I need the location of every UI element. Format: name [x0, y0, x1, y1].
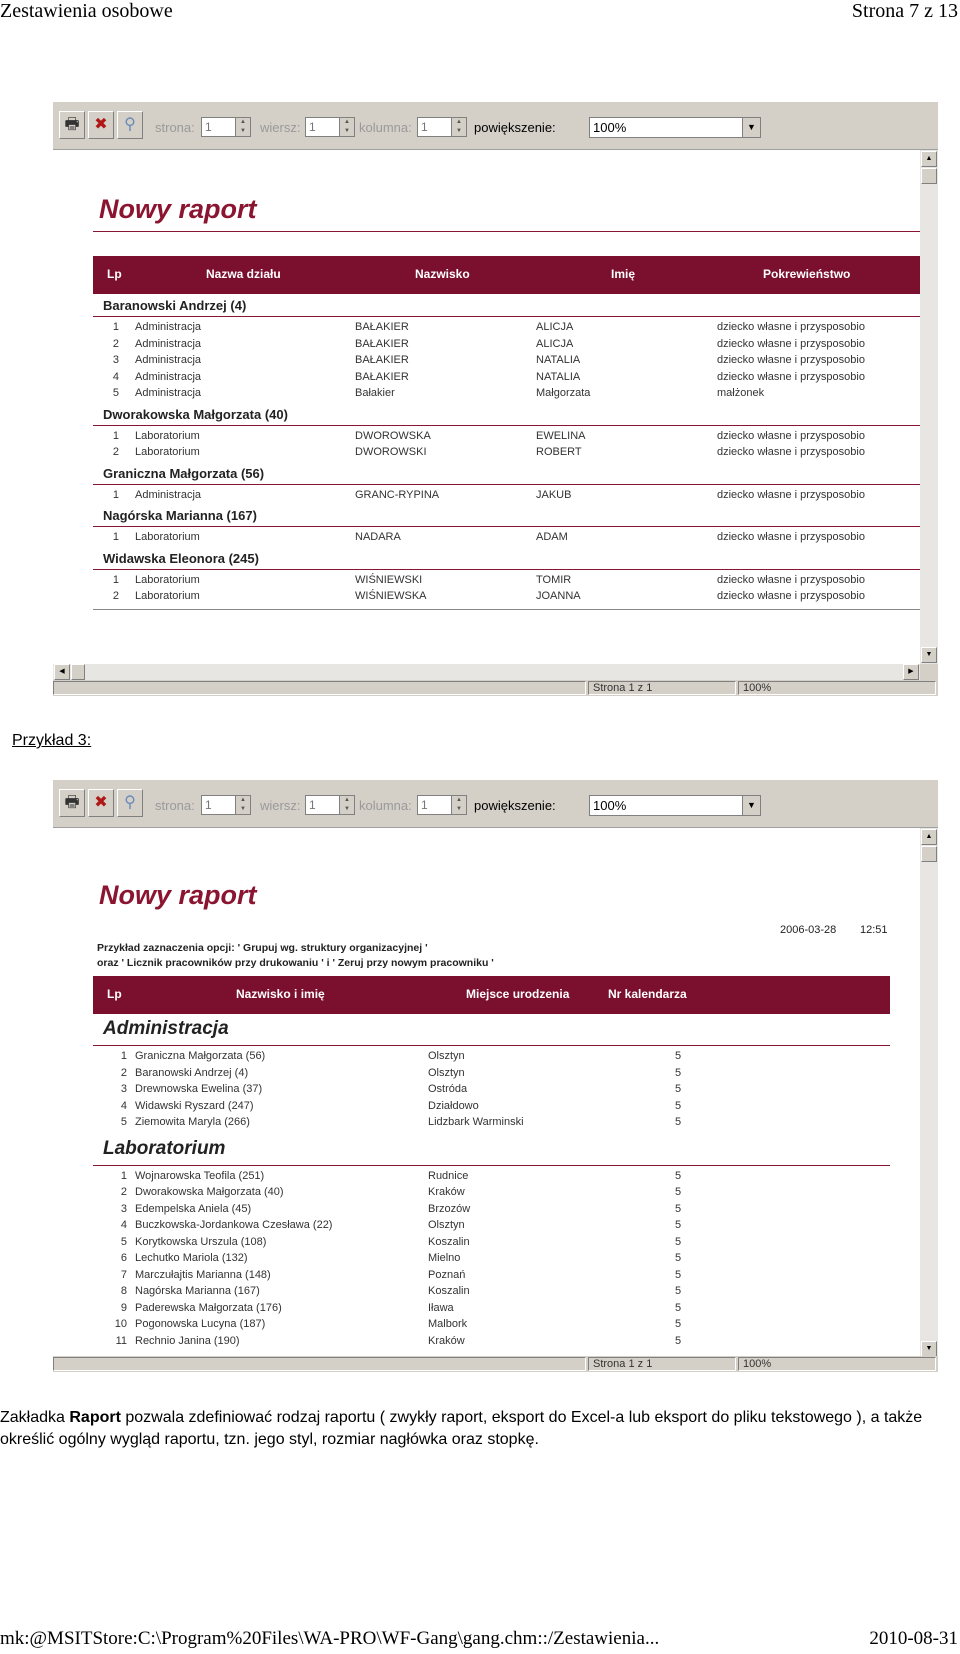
table-cell: 5 [675, 1268, 682, 1281]
table-cell: JOANNA [536, 590, 581, 602]
table-cell: 1 [120, 1050, 127, 1062]
column-header: Lp [107, 987, 122, 1001]
close-icon: ✖ [94, 794, 108, 811]
report-preview-window-1 [53, 102, 938, 694]
table-cell: WIŚNIEWSKA [355, 590, 427, 602]
options-line-2: oraz ' Licznik pracowników przy drukowaniu ' i ' Zeruj przy nowym pracowniku ' [97, 957, 494, 969]
table-cell: Wojnarowska Teofila (251) [135, 1169, 265, 1182]
wiersz-value: 1 [309, 798, 316, 812]
table-cell: NATALIA [536, 354, 581, 366]
table-row [93, 590, 920, 605]
table-cell: Drewnowska Ewelina (37) [135, 1083, 263, 1095]
table-row [93, 371, 920, 386]
table-cell: Nagórska Marianna (167) [135, 1285, 260, 1297]
table-cell: EWELINA [536, 429, 586, 442]
table-cell: 5 [120, 1116, 127, 1128]
table-cell: 9 [120, 1301, 127, 1314]
table-row [93, 1252, 890, 1267]
column-header: Nr kalendarza [608, 987, 687, 1001]
zoom-value: 100% [593, 798, 627, 813]
table-cell: Olsztyn [428, 1219, 465, 1231]
table-cell: Koszalin [428, 1285, 470, 1297]
table-cell: 5 [675, 1285, 682, 1297]
group-rule [93, 526, 920, 527]
table-cell: DWOROWSKI [355, 446, 427, 458]
strona-field[interactable] [201, 795, 251, 815]
table-cell: 3 [112, 354, 119, 366]
table-cell: dziecko własne i przysposobio [717, 573, 865, 586]
table-cell: Olsztyn [428, 1066, 465, 1079]
table-cell: Rechnio Janina (190) [135, 1334, 240, 1347]
column-header-band [93, 256, 920, 294]
table-cell: 6 [120, 1252, 127, 1264]
status-page: Strona 1 z 1 [588, 1357, 736, 1371]
close-button[interactable] [88, 111, 114, 139]
table-cell: 2 [120, 1186, 127, 1198]
table-cell: TOMIR [536, 573, 572, 586]
strona-spinner[interactable]: ▲ ▼ [235, 118, 250, 136]
table-row [93, 1236, 890, 1251]
group-heading: Administracja [103, 1018, 229, 1039]
table-cell: dziecko własne i przysposobio [717, 531, 865, 543]
status-bar [53, 680, 938, 696]
chevron-down-icon[interactable]: ▼ [742, 796, 760, 815]
report-time: 12:51 [860, 924, 888, 936]
strona-spinner[interactable]: ▲ ▼ [235, 796, 250, 814]
preview-toolbar [53, 780, 938, 828]
group-heading: Baranowski Andrzej (4) [103, 298, 247, 313]
table-cell: 5 [112, 387, 119, 399]
table-cell: 5 [675, 1186, 682, 1198]
vertical-scrollbar[interactable] [920, 150, 938, 664]
table-cell: 1 [112, 321, 119, 333]
table-row [93, 430, 920, 445]
table-cell: Laboratorium [135, 573, 200, 586]
table-cell: 2 [112, 590, 119, 602]
table-row [93, 1050, 890, 1065]
kolumna-field[interactable] [417, 795, 467, 815]
table-cell: Laboratorium [135, 531, 200, 543]
table-cell: Iława [428, 1301, 454, 1314]
table-cell: BAŁAKIER [355, 370, 409, 383]
strona-value: 1 [205, 120, 212, 134]
table-cell: Baranowski Andrzej (4) [135, 1066, 249, 1079]
scroll-thumb[interactable] [921, 168, 937, 184]
table-cell: dziecko własne i przysposobio [717, 446, 865, 458]
search-button[interactable] [117, 111, 143, 139]
printer-icon: 🖶 [64, 794, 80, 811]
table-row [93, 338, 920, 353]
table-cell: 5 [675, 1066, 682, 1079]
table-cell: WIŚNIEWSKI [355, 573, 423, 586]
table-row [93, 1318, 890, 1333]
scroll-thumb[interactable] [921, 846, 937, 862]
table-row [93, 1302, 890, 1317]
strona-value: 1 [205, 798, 212, 812]
chevron-down-icon[interactable]: ▼ [742, 118, 760, 137]
table-cell: Małgorzata [536, 387, 591, 399]
table-row [93, 1067, 890, 1082]
table-cell: 5 [675, 1219, 682, 1231]
description-paragraph: Zakładka Raport pozwala zdefiniować rodzaj raportu ( zwykły raport, eksport do Excel-a lub eksport do pliku tekstowego ), a także określić ogólny wygląd raportu, tzn. jego styl, rozmiar nagłówka oraz stopkę. [0, 1409, 923, 1448]
table-cell: 5 [675, 1116, 682, 1128]
kolumna-label: kolumna: [359, 120, 412, 135]
table-cell: JAKUB [536, 488, 572, 501]
table-cell: Administracja [135, 337, 202, 350]
column-header: Lp [107, 267, 122, 281]
printer-button[interactable] [59, 111, 85, 139]
options-line-1: Przykład zaznaczenia opcji: ' Grupuj wg. struktury organizacyjnej ' [97, 942, 428, 954]
kolumna-value: 1 [421, 120, 428, 134]
column-header: Imię [611, 267, 636, 281]
table-row [93, 574, 920, 589]
table-cell: GRANC-RYPINA [355, 488, 440, 501]
table-cell: ALICJA [536, 337, 574, 350]
group-rule [93, 1045, 890, 1046]
table-cell: Kraków [428, 1334, 465, 1347]
group-rule [93, 425, 920, 426]
table-row [93, 489, 920, 504]
table-cell: BAŁAKIER [355, 321, 409, 333]
table-cell: 5 [675, 1318, 682, 1330]
table-row [93, 1116, 890, 1131]
kolumna-spinner[interactable]: ▲ ▼ [451, 796, 466, 814]
table-cell: 5 [675, 1334, 682, 1347]
status-zoom: 100% [738, 681, 936, 695]
wiersz-spinner[interactable]: ▲ ▼ [339, 118, 354, 136]
group-heading: Laboratorium [103, 1137, 226, 1159]
table-cell: 4 [120, 1099, 127, 1112]
table-row [93, 1100, 890, 1115]
table-cell: Pogonowska Lucyna (187) [135, 1318, 266, 1330]
close-icon: ✖ [94, 116, 108, 133]
table-cell: 5 [675, 1252, 682, 1264]
table-cell: Ostróda [428, 1083, 468, 1095]
document-title: Zestawienia osobowe [0, 0, 173, 22]
table-cell: Malbork [428, 1318, 468, 1330]
column-header: Pokrewieństwo [763, 267, 851, 281]
table-cell: BAŁAKIER [355, 354, 409, 366]
column-header: Nazwisko [415, 267, 470, 281]
table-cell: BAŁAKIER [355, 337, 409, 350]
horizontal-scrollbar[interactable] [53, 664, 920, 680]
table-row [93, 1219, 890, 1234]
table-cell: 2 [112, 337, 119, 350]
search-button[interactable] [117, 789, 143, 817]
vertical-scrollbar[interactable] [920, 828, 938, 1358]
column-header: Nazwa działu [206, 267, 281, 281]
table-cell: Rudnice [428, 1169, 469, 1182]
table-cell: ADAM [536, 531, 568, 543]
kolumna-field[interactable] [417, 117, 467, 137]
table-row [93, 531, 920, 546]
table-cell: dziecko własne i przysposobio [717, 337, 865, 350]
table-row [93, 354, 920, 369]
table-cell: 1 [120, 1169, 127, 1182]
column-header-band [93, 976, 890, 1014]
search-icon: ⚲ [124, 116, 136, 133]
table-cell: 4 [112, 370, 119, 383]
table-row [93, 1083, 890, 1098]
table-row [93, 1170, 890, 1185]
table-cell: 11 [115, 1334, 127, 1347]
table-cell: dziecko własne i przysposobio [717, 590, 865, 602]
column-header: Nazwisko i imię [236, 987, 325, 1001]
status-bar [53, 1356, 938, 1372]
table-cell: 4 [120, 1219, 127, 1231]
kolumna-spinner[interactable]: ▲ ▼ [451, 118, 466, 136]
table-cell: Koszalin [428, 1235, 470, 1248]
scroll-down-icon[interactable]: ▼ [921, 1341, 937, 1357]
table-cell: DWOROWSKA [355, 429, 431, 442]
example-caption: Przykład 3: [12, 732, 92, 749]
table-end-rule [93, 609, 920, 610]
table-cell: 3 [120, 1083, 127, 1095]
table-row [93, 1203, 890, 1218]
wiersz-value: 1 [309, 120, 316, 134]
table-row [93, 1186, 890, 1201]
group-heading: Dworakowska Małgorzata (40) [103, 406, 288, 422]
print-date: 2010-08-31 [869, 1628, 958, 1649]
table-cell: Administracja [135, 370, 202, 383]
table-cell: dziecko własne i przysposobio [717, 354, 865, 366]
printer-icon: 🖶 [64, 116, 80, 133]
scroll-right-icon[interactable]: ▶ [903, 664, 919, 680]
table-cell: 1 [112, 488, 119, 501]
report-date: 2006-03-28 [780, 924, 837, 936]
table-cell: 2 [112, 446, 119, 458]
table-cell: Administracja [135, 488, 202, 501]
table-cell: Administracja [135, 321, 202, 333]
table-cell: Paderewska Małgorzata (176) [135, 1301, 282, 1314]
table-cell: 3 [120, 1202, 127, 1215]
title-rule [93, 231, 920, 232]
group-rule [93, 316, 920, 317]
scroll-thumb-horizontal[interactable] [71, 664, 85, 680]
page-footer [0, 1628, 960, 1652]
zoom-value: 100% [593, 120, 627, 135]
table-cell: Marczułajtis Marianna (148) [135, 1268, 271, 1281]
strona-label: strona: [155, 120, 195, 135]
table-cell: Administracja [135, 354, 202, 366]
kolumna-label: kolumna: [359, 798, 412, 813]
column-header: Miejsce urodzenia [466, 987, 570, 1001]
report-viewport [53, 828, 920, 1358]
strona-field[interactable] [201, 117, 251, 137]
page-header [0, 0, 960, 24]
tab-name: Raport [69, 1409, 121, 1426]
table-cell: Widawski Ryszard (247) [135, 1099, 254, 1112]
zoom-label: powiększenie: [474, 120, 556, 135]
zoom-select[interactable] [589, 795, 761, 816]
report-viewport [53, 150, 920, 664]
table-cell: Bałakier [355, 387, 395, 399]
printer-button[interactable] [59, 789, 85, 817]
table-cell: 5 [675, 1169, 682, 1182]
table-row [93, 387, 920, 402]
table-cell: Mielno [428, 1252, 461, 1264]
table-row [93, 446, 920, 461]
table-cell: Działdowo [428, 1099, 479, 1112]
table-cell: Graniczna Małgorzata (56) [135, 1050, 266, 1062]
scroll-up-icon[interactable]: ▲ [921, 151, 937, 167]
report-title: Nowy raport [99, 194, 257, 224]
wiersz-field[interactable] [305, 117, 355, 137]
table-cell: Laboratorium [135, 590, 200, 602]
table-cell: dziecko własne i przysposobio [717, 321, 865, 333]
scroll-up-icon[interactable]: ▲ [921, 829, 937, 845]
table-cell: 5 [675, 1202, 682, 1215]
scroll-left-icon[interactable]: ◀ [54, 664, 70, 680]
group-rule [93, 569, 920, 570]
table-cell: Poznań [428, 1268, 466, 1281]
table-cell: małżonek [717, 387, 765, 399]
table-cell: Brzozów [428, 1202, 471, 1215]
report-preview-window-2 [53, 780, 938, 1372]
search-icon: ⚲ [124, 794, 136, 811]
scroll-down-icon[interactable]: ▼ [921, 647, 937, 663]
table-cell: Ziemowita Maryla (266) [135, 1116, 250, 1128]
table-cell: Administracja [135, 387, 202, 399]
table-cell: 5 [675, 1083, 682, 1095]
table-cell: dziecko własne i przysposobio [717, 488, 865, 501]
table-cell: Lidzbark Warminski [428, 1116, 524, 1128]
group-rule [93, 484, 920, 485]
source-path: mk:@MSITStore:C:\Program%20Files\WA-PRO\WF-Gang\gang.chm::/Zestawienia... [0, 1628, 660, 1649]
table-cell: 8 [120, 1285, 127, 1297]
preview-toolbar [53, 102, 938, 150]
table-cell: dziecko własne i przysposobio [717, 429, 865, 442]
table-row [93, 321, 920, 336]
table-row [93, 1269, 890, 1284]
table-cell: dziecko własne i przysposobio [717, 370, 865, 383]
table-cell: 5 [675, 1099, 682, 1112]
status-zoom: 100% [738, 1357, 936, 1371]
table-cell: ROBERT [536, 446, 582, 458]
table-cell: Olsztyn [428, 1050, 465, 1062]
table-cell: 5 [675, 1301, 682, 1314]
table-cell: 1 [112, 531, 119, 543]
table-cell: 7 [120, 1268, 127, 1281]
table-cell: 2 [120, 1066, 127, 1079]
table-cell: 1 [112, 573, 119, 586]
group-heading: Nagórska Marianna (167) [103, 508, 257, 523]
table-cell: Dworakowska Małgorzata (40) [135, 1186, 284, 1198]
table-row [93, 1285, 890, 1300]
table-cell: Korytkowska Urszula (108) [135, 1235, 267, 1248]
table-cell: NATALIA [536, 370, 581, 383]
report-title: Nowy raport [99, 880, 257, 910]
table-row [93, 1335, 890, 1350]
table-cell: ALICJA [536, 321, 574, 333]
table-cell: Laboratorium [135, 446, 200, 458]
close-button[interactable] [88, 789, 114, 817]
wiersz-label: wiersz: [260, 120, 301, 135]
table-cell: 5 [120, 1235, 127, 1248]
table-cell: 5 [675, 1050, 682, 1062]
table-cell: Kraków [428, 1186, 465, 1198]
table-cell: NADARA [355, 531, 401, 543]
zoom-label: powiększenie: [474, 798, 556, 813]
table-cell: Buczkowska-Jordankowa Czesława (22) [135, 1219, 333, 1231]
table-cell: 10 [114, 1318, 127, 1330]
group-rule [93, 1165, 890, 1166]
table-cell: Laboratorium [135, 429, 200, 442]
wiersz-label: wiersz: [260, 798, 301, 813]
page-number: Strona 7 z 13 [851, 0, 958, 22]
strona-label: strona: [155, 798, 195, 813]
group-heading: Graniczna Małgorzata (56) [103, 465, 265, 481]
kolumna-value: 1 [421, 798, 428, 812]
status-page: Strona 1 z 1 [588, 681, 736, 695]
wiersz-field[interactable] [305, 795, 355, 815]
zoom-select[interactable] [589, 117, 761, 138]
table-cell: Edempelska Aniela (45) [135, 1202, 252, 1215]
wiersz-spinner[interactable]: ▲ ▼ [339, 796, 354, 814]
table-cell: 5 [675, 1235, 682, 1248]
table-cell: Lechutko Mariola (132) [135, 1252, 248, 1264]
table-cell: 1 [112, 429, 119, 442]
group-heading: Widawska Eleonora (245) [103, 550, 259, 566]
